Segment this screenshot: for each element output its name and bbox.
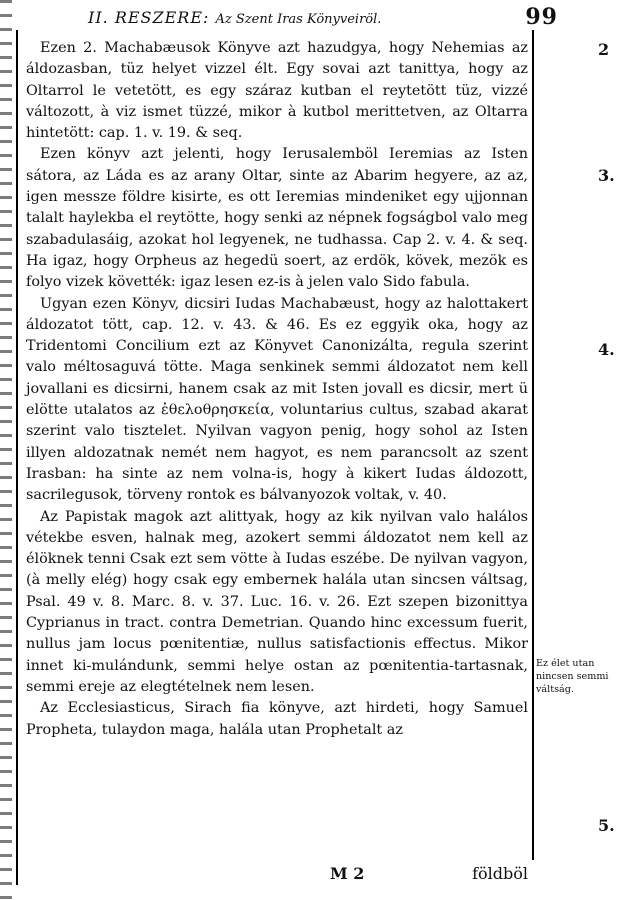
- margin-note: Ez élet utan nincsen semmi váltság.: [536, 658, 609, 695]
- paragraph-1: Ezen 2. Machabæusok Könyve azt hazudgya, hogy Nehemias az áldozasban, tüz helyet vizzel élt. Egy sovai azt tanittya, hogy az Oltarrol le vetetött, es egy száraz kutban el reytetött tüz, vizzé változott, à viz ismet tüzzé, mikor à kutbol merittetven, az Oltarra hintetött: cap. 1. v. 19. & seq.: [26, 40, 528, 142]
- margin-number-4: 4.: [598, 340, 615, 359]
- binding-edge: [0, 0, 12, 900]
- paragraph-5: Az Ecclesiasticus, Sirach fia könyve, azt hirdeti, hogy Samuel Propheta, tulaydon maga, halála utan Prophetalt az: [26, 700, 528, 738]
- right-column-rule: [532, 30, 534, 860]
- signature-mark: M 2: [330, 864, 365, 883]
- catchword: földböl: [472, 864, 528, 883]
- margin-number-3: 3.: [598, 166, 615, 185]
- running-head-title: II. RESZERE:: [88, 8, 210, 27]
- page-number: 99: [525, 4, 558, 30]
- running-head-subtitle: Az Szent Iras Könyveiröl.: [215, 12, 382, 27]
- page-footer: [30, 860, 528, 886]
- page-header: [88, 4, 558, 30]
- margin-number-5: 5.: [598, 816, 615, 835]
- margin-number-2: 2: [598, 40, 610, 59]
- main-text-column: [26, 38, 528, 741]
- left-column-rule: [16, 30, 18, 885]
- running-head: [88, 8, 381, 27]
- paragraph-3: Ugyan ezen Könyv, dicsiri Iudas Machabæust, hogy az halottakert áldozatot tött, cap. 12. v. 43. & 46. Es ez eggyik oka, hogy az Tridentomi Concilium ezt az Könyvet Canonizálta, regula szerint valo méltosaguvá tötte. Maga senkinek semmi áldozatot nem kell jovallani es dicsirni, hanem csak az mit Isten jovall es dicsir, mert ü elötte utalatos az ἐθελοθρησκεία, voluntarius cultus, szabad akarat szerint valo tisztelet. Nyilvan vagyon penig, hogy sohol az Isten illyen aldozatnak nemét nem hagyot, es nem parancsolt az szent Irasban: ha sinte az nem volna-is, hogy à kikert Iudas áldozott, sacrilegusok, törveny rontok es bálvanyozok voltak, v. 40.: [26, 295, 528, 504]
- paragraph-2: Ezen könyv azt jelenti, hogy Ierusalemböl Ieremias az Isten sátora, az Láda es az arany Oltar, sinte az Abarim hegyere, az az, igen messze földre kisirte, es ott Ieremias mindeniket egy ujjonnan talalt haylekba el reytötte, hogy senki az népnek fogságbol valo meg szabadulasáig, azokat hol legyenek, ne tudhassa. Cap 2. v. 4. & seq. Ha igaz, hogy Orpheus az hegedü soert, az erdök, kövek, mezök es folyo vizek követték: igaz lesen ez-is à jelen valo Sido fabula.: [26, 146, 528, 291]
- paragraph-4: Az Papistak magok azt alittyak, hogy az kik nyilvan valo halálos vétekbe esven, halnak meg, azokert semmi áldozatot nem kell az élöknek tenni Csak ezt sem vötte à Iudas eszébe. De nyilvan vagyon, (à melly elég) hogy csak egy embernek halála utan sincsen váltsag, Psal. 49 v. 8. Marc. 8. v. 37. Luc. 16. v. 26. Ezt szepen bizonittya Cyprianus in tract. contra Demetrian. Quando hinc excessum fuerit, nullus jam locus pœnitentiæ, nullus satisfactionis effectus. Mikor innet ki-mulándunk, semmi helye ostan az pœnitentia-tartasnak, semmi ereje az elegtételnek nem lesen.: [26, 508, 528, 695]
